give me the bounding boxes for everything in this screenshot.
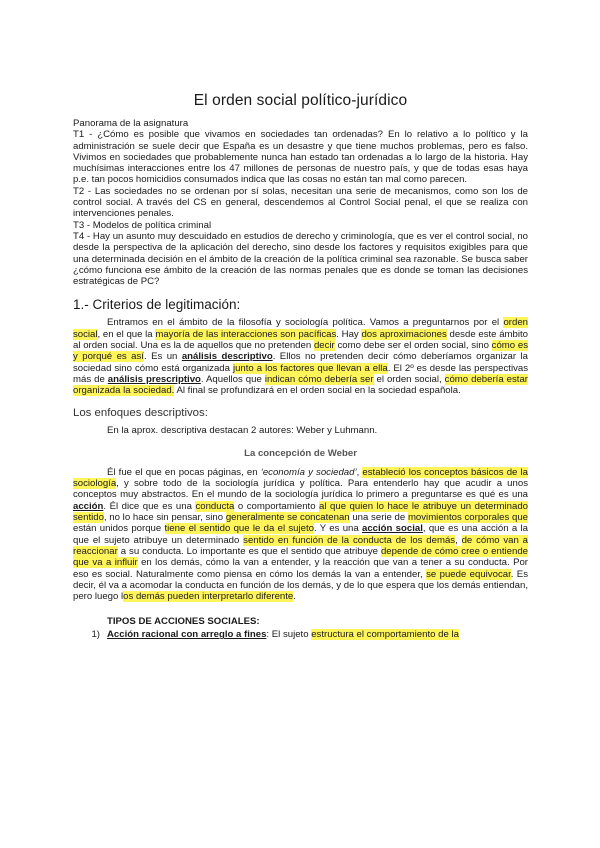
section1-paragraph: Entramos en el ámbito de la filosofía y sociología política. Vamos a preguntarnos por el orden social, en el que la mayoría de las interacciones son pacíficas. Hay dos aproximaciones desde este ámbito al orden social. Una es la de aquellos que no pretenden decir como debe ser el orden social, sino cómo es y porqué es así. Es un análisis descriptivo. Ellos no pretenden decir cómo deberíamos organizar la sociedad sino cómo está organizada junto a los factores que llevan a ella. El 2º es desde las perspectivas más de análisis prescriptivo. Aquellos que indican cómo debería ser el orden social, cómo debería estar organizada la sociedad. Al final se profundizará en el orden social en la sociedad española. [73,317,529,397]
list-item-text: Acción racional con arreglo a fines: El sujeto estructura el comportamiento de la [107,629,459,641]
overview-t4: T4 - Hay un asunto muy descuidado en estudios de derecho y criminología, que es ver el control social, no desde la perspectiva de la aplicación del derecho, sino desde los factores y requisitos exigibles para que una determinada decisión en el ámbito de la creación de la política criminal sea razonable. Se busca saber ¿cómo funciona ese ámbito de la creación de las normas penales que es donde se toman las decisiones estratégicas de PC? [73,230,528,288]
section-heading-criterios: 1.- Criterios de legitimación: [73,297,241,313]
document-title: El orden social político-jurídico [193,92,408,109]
descriptive-line: En la aprox. descriptiva destacan 2 autores: Weber y Luhmann. [107,424,378,436]
weber-paragraph: Él fue el que en pocas páginas, en ‘economía y sociedad’, estableció los conceptos básicos de la sociología, y sobre todo de la sociología jurídica y política. Para entenderlo hay que acudir a unos conceptos muy abstractos. En el mundo de la sociología jurídica lo primero a preguntarse es qué es una acción. Él dice que es una conducta o comportamiento al que quien lo hace le atribuye un determinado sentido, no lo hace sin pensar, sino generalmente se concatenan una serie de movimientos corporales que están unidos porque tiene el sentido que le da el sujeto. Y es una acción social, que es una acción a la que el sujeto atribuye un determinado sentido en función de la conducta de los demás, de cómo van a reaccionar a su conducta. Lo importante es que el sentido que atribuye depende de cómo cree o entiende que va a influir en los demás, cómo la van a entender, y la reacción que van a tener a su conducta. Por eso es social. Naturalmente como piensa en cómo los demás la van a entender, se puede equivocar. Es decir, él va a acomodar la conducta en función de los demás, y de lo que espera que los demás entiendan, pero luego los demás pueden interpretarlo diferente. [73,466,529,603]
section-heading-enfoques: Los enfoques descriptivos: [73,406,208,419]
overview-t2: T2 - Las sociedades no se ordenan por sí solas, necesitan una serie de mecanismos, como son los de control social. A través del CS en general, descendemos al Control Social penal, el que se realiza con intervenciones penales. [73,185,528,220]
document-page [73,92,528,641]
tipos-heading: TIPOS DE ACCIONES SOCIALES: [107,616,260,628]
list-item-number: 1) [91,629,100,641]
overview-t3: T3 - Modelos de política criminal [73,219,212,231]
list-item [73,629,528,640]
section-heading-weber: La concepción de Weber [244,447,357,459]
overview-t1: T1 - ¿Cómo es posible que vivamos en sociedades tan ordenadas? En lo relativo a lo político y la administración se suele decir que España es un desastre y que tiene muchos problemas, pero es falso. Vivimos en sociedades que probablemente nunca han estado tan ordenadas a lo largo de la historia. Hay muchísimas interacciones entre los 47 millones de personas de nuestro país, y que de todas esas haya p.e. tan pocos homicidios consumados indica que las cosas no están tan mal como parecen. [73,129,528,186]
overview-label: Panorama de la asignatura [73,118,189,129]
